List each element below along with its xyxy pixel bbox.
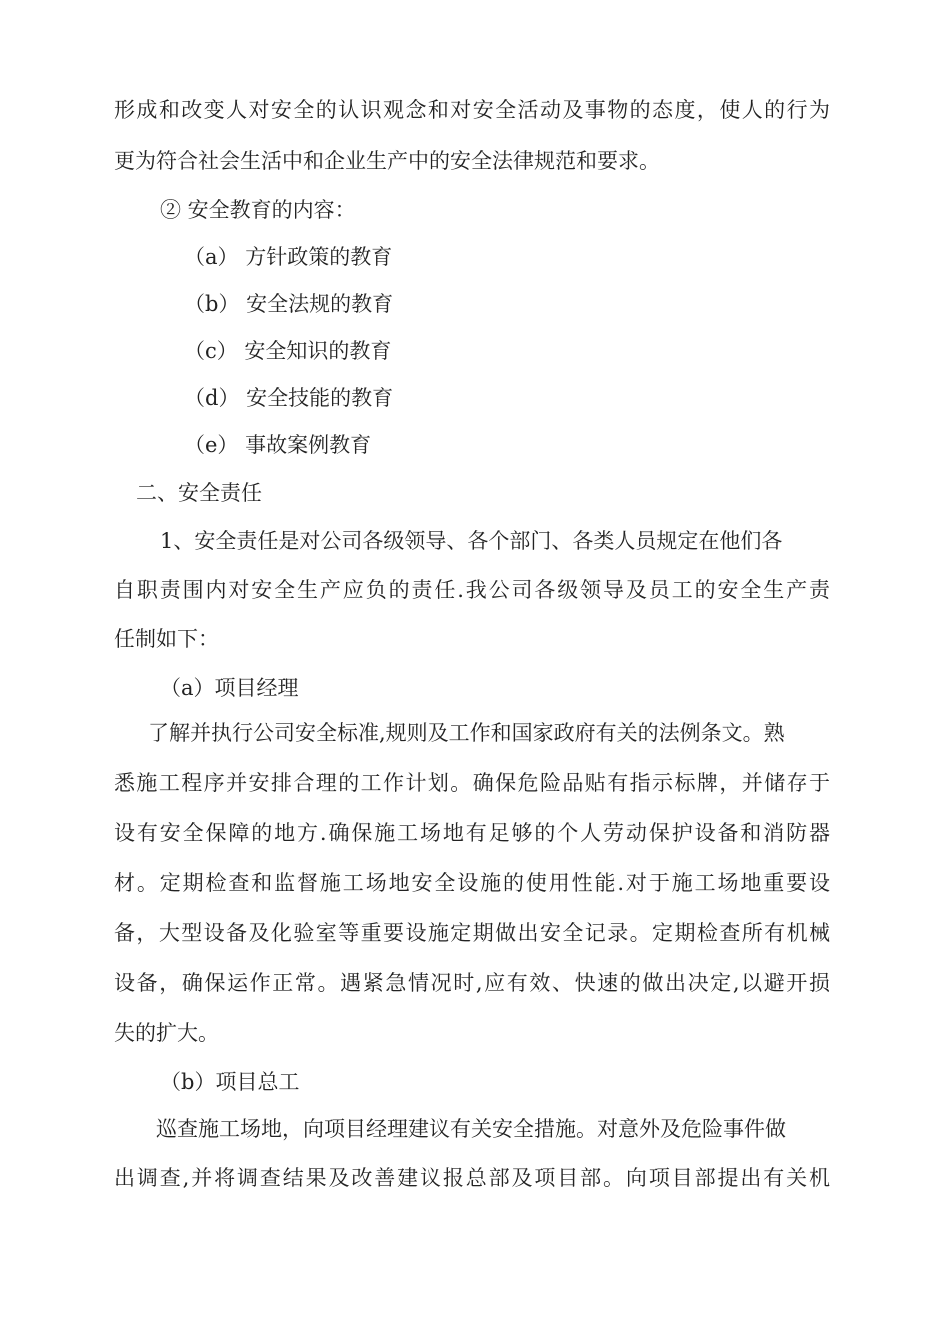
paragraph-line: 1、安全责任是对公司各级领导、各个部门、各类人员规定在他们各 [160,529,783,553]
paragraph-line: 失的扩大。 [114,1021,219,1045]
list-item: （e） 事故案例教育 [184,433,372,457]
list-heading: ② 安全教育的内容： [160,198,356,222]
paragraph-line: 形成和改变人对安全的认识观念和对安全活动及事物的态度，使人的行为 [114,98,830,122]
list-item: （d） 安全技能的教育 [184,386,394,410]
paragraph-line: 出调查,并将调查结果及改善建议报总部及项目部。向项目部提出有关机 [114,1166,830,1190]
paragraph-line: 备，大型设备及化验室等重要设施定期做出安全记录。定期检查所有机械 [114,921,830,945]
list-item: （c） 安全知识的教育 [184,339,392,363]
subsection-heading: （a）项目经理 [160,676,299,700]
paragraph-line: 了解并执行公司安全标准,规则及工作和国家政府有关的法例条文。熟 [148,721,785,745]
paragraph-line: 更为符合社会生活中和企业生产中的安全法律规范和要求。 [114,149,660,173]
paragraph-line: 巡查施工场地，向项目经理建议有关安全措施。对意外及危险事件做 [156,1117,786,1141]
paragraph-line: 设备，确保运作正常。遇紧急情况时,应有效、快速的做出决定,以避开损 [114,971,830,995]
paragraph-line: 设有安全保障的地方.确保施工场地有足够的个人劳动保护设备和消防器 [114,821,830,845]
paragraph-line: 任制如下： [114,627,219,651]
list-item: （a） 方针政策的教育 [184,245,393,269]
list-item: （b） 安全法规的教育 [184,292,394,316]
paragraph-line: 悉施工程序并安排合理的工作计划。确保危险品贴有指示标牌，并储存于 [114,771,830,795]
paragraph-line: 材。定期检查和监督施工场地安全设施的使用性能.对于施工场地重要设 [114,871,830,895]
paragraph-line: 自职责围内对安全生产应负的责任.我公司各级领导及员工的安全生产责 [114,578,830,602]
subsection-heading: （b）项目总工 [160,1070,300,1094]
section-heading: 二、安全责任 [136,481,262,505]
